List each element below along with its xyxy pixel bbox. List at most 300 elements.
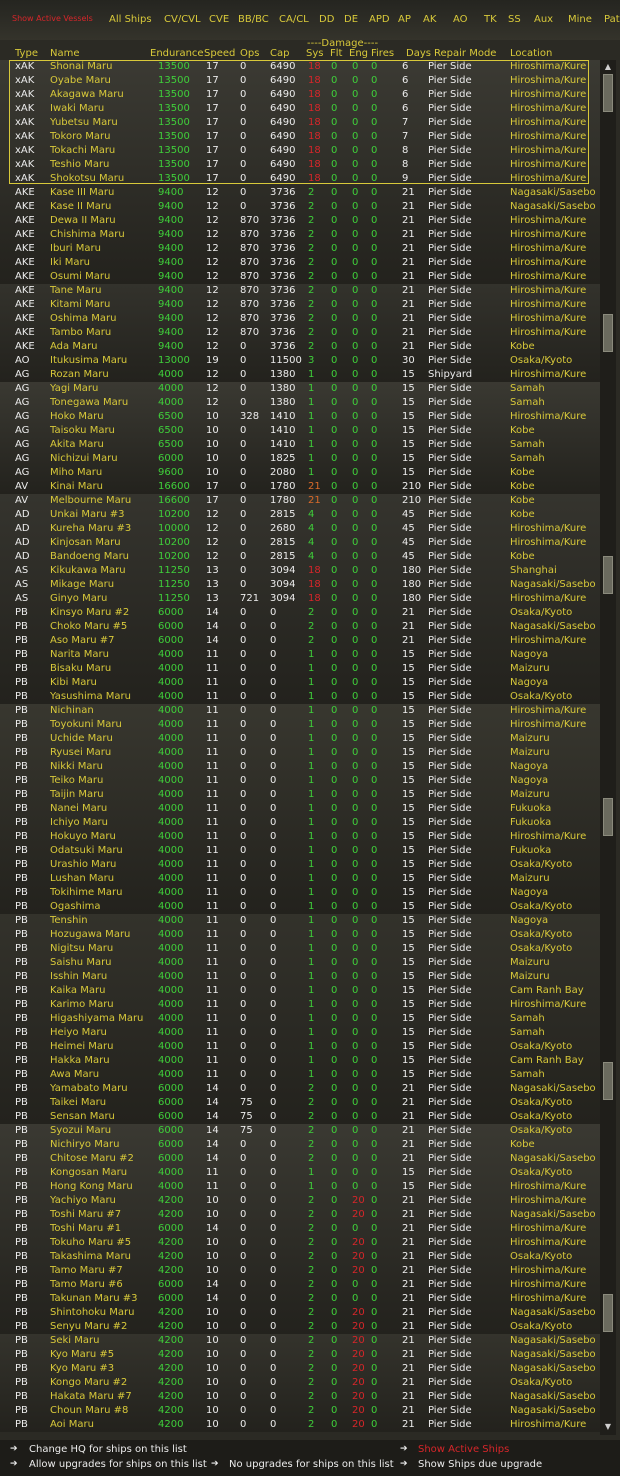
ship-name[interactable]: Seki Maru — [50, 1335, 100, 1346]
location: Hiroshima/Kure — [510, 1279, 587, 1290]
scroll-thumb[interactable] — [603, 314, 613, 352]
table-row[interactable] — [0, 186, 600, 200]
tab-apd[interactable]: APD — [369, 14, 390, 25]
table-row[interactable] — [0, 522, 600, 536]
table-row[interactable] — [0, 88, 600, 102]
list-scrollbar[interactable] — [600, 60, 616, 1435]
table-row[interactable] — [0, 1166, 600, 1180]
ship-name[interactable]: Melbourne Maru — [50, 495, 132, 506]
fires: 0 — [371, 1251, 378, 1262]
table-row[interactable] — [0, 746, 600, 760]
fires: 0 — [371, 1349, 378, 1360]
speed: 11 — [206, 803, 219, 814]
tab-bb-bc[interactable]: BB/BC — [238, 14, 269, 25]
fires: 0 — [371, 89, 378, 100]
ship-name[interactable]: Kaika Maru — [50, 985, 106, 996]
table-row[interactable] — [0, 340, 600, 354]
table-row[interactable] — [0, 1068, 600, 1082]
table-row[interactable] — [0, 270, 600, 284]
location: Cam Ranh Bay — [510, 1055, 584, 1066]
scroll-thumb[interactable] — [603, 1294, 613, 1332]
endurance: 4000 — [158, 761, 184, 772]
table-row[interactable] — [0, 1306, 600, 1320]
ship-name[interactable]: Itukusima Maru — [50, 355, 128, 366]
scroll-down-arrow-icon[interactable]: ▼ — [604, 1422, 612, 1431]
fires: 0 — [371, 215, 378, 226]
flt-damage: 0 — [331, 649, 338, 660]
ship-name[interactable]: Takunan Maru #3 — [50, 1293, 138, 1304]
ship-name[interactable]: Kibi Maru — [50, 677, 97, 688]
ship-name[interactable]: Yagi Maru — [50, 383, 99, 394]
tab-ca-cl[interactable]: CA/CL — [279, 14, 309, 25]
table-row[interactable] — [0, 704, 600, 718]
ship-name[interactable]: Ada Maru — [50, 341, 98, 352]
table-row[interactable] — [0, 1138, 600, 1152]
ship-name[interactable]: Hokuyo Maru — [50, 831, 116, 842]
table-row[interactable] — [0, 942, 600, 956]
table-row[interactable] — [0, 774, 600, 788]
ship-name[interactable]: Sensan Maru — [50, 1111, 115, 1122]
table-row[interactable] — [0, 1180, 600, 1194]
ship-name[interactable]: Kinjosan Maru — [50, 537, 121, 548]
tab-cve[interactable]: CVE — [209, 14, 230, 25]
col-type[interactable]: Type — [15, 48, 38, 59]
col-eng[interactable]: Eng — [349, 48, 369, 59]
ship-name[interactable]: Awa Maru — [50, 1069, 100, 1080]
table-row[interactable] — [0, 1292, 600, 1306]
sys-damage: 1 — [308, 691, 315, 702]
table-row[interactable] — [0, 550, 600, 564]
ship-name[interactable]: Narita Maru — [50, 649, 109, 660]
ship-name[interactable]: Kinsyo Maru #2 — [50, 607, 130, 618]
ship-name[interactable]: Tane Maru — [50, 285, 102, 296]
ship-name[interactable]: Kyo Maru #5 — [50, 1349, 115, 1360]
ops: 0 — [240, 355, 247, 366]
speed: 10 — [206, 411, 219, 422]
table-row[interactable] — [0, 102, 600, 116]
repair-days: 15 — [402, 411, 415, 422]
table-row[interactable] — [0, 1124, 600, 1138]
table-row[interactable] — [0, 284, 600, 298]
ship-name[interactable]: Toshi Maru #7 — [50, 1209, 122, 1220]
ship-name[interactable]: Iki Maru — [50, 257, 90, 268]
ship-name[interactable]: Choko Maru #5 — [50, 621, 128, 632]
col-name[interactable]: Name — [50, 48, 80, 59]
table-row[interactable] — [0, 914, 600, 928]
repair-days: 15 — [402, 467, 415, 478]
table-row[interactable] — [0, 368, 600, 382]
ship-name[interactable]: Nanei Maru — [50, 803, 108, 814]
table-row[interactable] — [0, 508, 600, 522]
ship-name[interactable]: Tokoro Maru — [50, 131, 111, 142]
ship-name[interactable]: Nigitsu Maru — [50, 943, 114, 954]
table-row[interactable] — [0, 606, 600, 620]
ship-name[interactable]: Isshin Maru — [50, 971, 108, 982]
ship-name[interactable]: Tamo Maru #7 — [50, 1265, 123, 1276]
repair-days: 15 — [402, 1167, 415, 1178]
table-row[interactable] — [0, 480, 600, 494]
ship-name[interactable]: Rozan Maru — [50, 369, 109, 380]
ship-name[interactable]: Bandoeng Maru — [50, 551, 130, 562]
ship-name[interactable]: Ryusei Maru — [50, 747, 112, 758]
ship-name[interactable]: Dewa II Maru — [50, 215, 116, 226]
table-row[interactable] — [0, 438, 600, 452]
ops: 870 — [240, 243, 260, 254]
table-row[interactable] — [0, 396, 600, 410]
ship-name[interactable]: Taikei Maru — [50, 1097, 107, 1108]
ship-name[interactable]: Urashio Maru — [50, 859, 117, 870]
table-row[interactable] — [0, 718, 600, 732]
table-row[interactable] — [0, 1236, 600, 1250]
table-row[interactable] — [0, 1194, 600, 1208]
col-repair-mode[interactable]: Repair Mode — [434, 48, 497, 59]
ship-name[interactable]: Taijin Maru — [50, 789, 104, 800]
endurance: 9400 — [158, 201, 184, 212]
ship-name[interactable]: Yamabato Maru — [50, 1083, 128, 1094]
table-row[interactable] — [0, 1264, 600, 1278]
table-row[interactable] — [0, 172, 600, 186]
table-row[interactable] — [0, 1222, 600, 1236]
table-row[interactable] — [0, 466, 600, 480]
table-row[interactable] — [0, 802, 600, 816]
ship-name[interactable]: Hoko Maru — [50, 411, 104, 422]
table-row[interactable] — [0, 354, 600, 368]
scroll-thumb[interactable] — [603, 798, 613, 836]
repair-days: 15 — [402, 663, 415, 674]
table-row[interactable] — [0, 410, 600, 424]
eng-damage: 0 — [352, 775, 359, 786]
table-row[interactable] — [0, 1026, 600, 1040]
table-row[interactable] — [0, 116, 600, 130]
ship-name[interactable]: Nichizui Maru — [50, 453, 118, 464]
table-row[interactable] — [0, 872, 600, 886]
ship-name[interactable]: Hakata Maru #7 — [50, 1391, 132, 1402]
tab-ss[interactable]: SS — [508, 14, 521, 25]
table-row[interactable] — [0, 382, 600, 396]
ship-name[interactable]: Senyu Maru #2 — [50, 1321, 128, 1332]
table-row[interactable] — [0, 74, 600, 88]
eng-damage: 0 — [352, 383, 359, 394]
fires: 0 — [371, 663, 378, 674]
allow-upgrades-button[interactable]: Allow upgrades for ships on this list — [29, 1459, 207, 1470]
scroll-thumb[interactable] — [603, 556, 613, 594]
tab-all-ships[interactable]: All Ships — [109, 14, 152, 25]
table-row[interactable] — [0, 312, 600, 326]
show-active-ships-button[interactable]: Show Active Ships — [418, 1444, 510, 1455]
table-row[interactable] — [0, 676, 600, 690]
ops: 0 — [240, 425, 247, 436]
ship-name[interactable]: Taisoku Maru — [50, 425, 115, 436]
ship-name[interactable]: Aso Maru #7 — [50, 635, 115, 646]
table-row[interactable] — [0, 1054, 600, 1068]
table-row[interactable] — [0, 956, 600, 970]
table-row[interactable] — [0, 760, 600, 774]
capacity: 1780 — [270, 481, 296, 492]
ship-name[interactable]: Choun Maru #8 — [50, 1405, 129, 1416]
ship-name[interactable]: Teshio Maru — [50, 159, 110, 170]
table-row[interactable] — [0, 214, 600, 228]
table-row[interactable] — [0, 970, 600, 984]
table-row[interactable] — [0, 788, 600, 802]
no-upgrades-button[interactable]: No upgrades for ships on this list — [229, 1459, 394, 1470]
table-row[interactable] — [0, 256, 600, 270]
ship-name[interactable]: Kitami Maru — [50, 299, 111, 310]
eng-damage: 0 — [352, 453, 359, 464]
ship-name[interactable]: Tambo Maru — [50, 327, 112, 338]
ship-name[interactable]: Hozugawa Maru — [50, 929, 131, 940]
ship-name[interactable]: Iburi Maru — [50, 243, 101, 254]
ship-name[interactable]: Nikki Maru — [50, 761, 104, 772]
ship-name[interactable]: Uchide Maru — [50, 733, 113, 744]
table-row[interactable] — [0, 928, 600, 942]
arrow-right-icon: ➔ — [400, 1444, 408, 1454]
col-speed[interactable]: Speed — [204, 48, 236, 59]
col-ops[interactable]: Ops — [240, 48, 260, 59]
ship-name[interactable]: Toshi Maru #1 — [50, 1223, 122, 1234]
table-row[interactable] — [0, 424, 600, 438]
table-row[interactable] — [0, 326, 600, 340]
table-row[interactable] — [0, 858, 600, 872]
tab-cv-cvl[interactable]: CV/CVL — [164, 14, 201, 25]
ship-name[interactable]: Akita Maru — [50, 439, 104, 450]
table-row[interactable] — [0, 830, 600, 844]
ship-name[interactable]: Tamo Maru #6 — [50, 1279, 123, 1290]
ship-name[interactable]: Saishu Maru — [50, 957, 112, 968]
table-row[interactable] — [0, 662, 600, 676]
table-row[interactable] — [0, 536, 600, 550]
repair-mode: Pier Side — [428, 1349, 472, 1360]
ship-name[interactable]: Yasushima Maru — [50, 691, 131, 702]
table-row[interactable] — [0, 60, 600, 74]
tab-ao[interactable]: AO — [453, 14, 468, 25]
capacity: 0 — [270, 649, 277, 660]
table-row[interactable] — [0, 1040, 600, 1054]
capacity: 0 — [270, 1125, 277, 1136]
ship-name[interactable]: Heimei Maru — [50, 1041, 114, 1052]
ship-name[interactable]: Oshima Maru — [50, 313, 117, 324]
sys-damage: 2 — [308, 299, 315, 310]
ship-name[interactable]: Kongosan Maru — [50, 1167, 128, 1178]
tab-show-active-vessels[interactable]: Show Active Vessels — [12, 14, 93, 23]
table-row[interactable] — [0, 130, 600, 144]
ship-name[interactable]: Yubetsu Maru — [50, 117, 118, 128]
scroll-up-arrow-icon[interactable]: ▲ — [604, 62, 612, 71]
ship-name[interactable]: Akagawa Maru — [50, 89, 124, 100]
ship-name[interactable]: Oyabe Maru — [50, 75, 111, 86]
table-row[interactable] — [0, 578, 600, 592]
table-row[interactable] — [0, 144, 600, 158]
table-row[interactable] — [0, 228, 600, 242]
ship-name[interactable]: Tonegawa Maru — [50, 397, 129, 408]
table-row[interactable] — [0, 1362, 600, 1376]
ship-name[interactable]: Higashiyama Maru — [50, 1013, 144, 1024]
table-row[interactable] — [0, 634, 600, 648]
capacity: 0 — [270, 803, 277, 814]
table-row[interactable] — [0, 1110, 600, 1124]
col-cap[interactable]: Cap — [270, 48, 290, 59]
table-row[interactable] — [0, 200, 600, 214]
col-location[interactable]: Location — [510, 48, 553, 59]
ship-type: AG — [15, 439, 30, 450]
ship-name[interactable]: Kase II Maru — [50, 201, 112, 212]
table-row[interactable] — [0, 494, 600, 508]
ship-name[interactable]: Teiko Maru — [50, 775, 104, 786]
ops: 0 — [240, 173, 247, 184]
table-row[interactable] — [0, 1152, 600, 1166]
ship-name[interactable]: Tokuho Maru #5 — [50, 1237, 132, 1248]
flt-damage: 0 — [331, 411, 338, 422]
ship-name[interactable]: Toyokuni Maru — [50, 719, 122, 730]
ship-name[interactable]: Tokihime Maru — [50, 887, 123, 898]
table-row[interactable] — [0, 1404, 600, 1418]
scroll-thumb[interactable] — [603, 1062, 613, 1100]
table-row[interactable] — [0, 886, 600, 900]
table-row[interactable] — [0, 690, 600, 704]
ship-type: PB — [15, 999, 28, 1010]
flt-damage: 0 — [331, 271, 338, 282]
tab-de[interactable]: DE — [344, 14, 359, 25]
table-row[interactable] — [0, 1278, 600, 1292]
scroll-thumb[interactable] — [603, 74, 613, 112]
ship-name[interactable]: Hong Kong Maru — [50, 1181, 133, 1192]
table-row[interactable] — [0, 452, 600, 466]
show-due-upgrade-button[interactable]: Show Ships due upgrade — [418, 1459, 543, 1470]
ship-name[interactable]: Heiyo Maru — [50, 1027, 107, 1038]
table-row[interactable] — [0, 564, 600, 578]
fires: 0 — [371, 1139, 378, 1150]
ship-name[interactable]: Aoi Maru — [50, 1419, 94, 1430]
ship-name[interactable]: Odatsuki Maru — [50, 845, 123, 856]
ship-name[interactable]: Kikukawa Maru — [50, 565, 126, 576]
ship-name[interactable]: Tenshin — [50, 915, 88, 926]
repair-days: 15 — [402, 803, 415, 814]
ship-name[interactable]: Kureha Maru #3 — [50, 523, 132, 534]
table-row[interactable] — [0, 1348, 600, 1362]
ship-name[interactable]: Kase III Maru — [50, 187, 115, 198]
col-days[interactable]: Days — [406, 48, 431, 59]
ship-name[interactable]: Nichiryo Maru — [50, 1139, 120, 1150]
table-row[interactable] — [0, 1096, 600, 1110]
capacity: 0 — [270, 1111, 277, 1122]
endurance: 11250 — [158, 579, 190, 590]
repair-days: 21 — [402, 299, 415, 310]
col-flt[interactable]: Flt — [330, 48, 343, 59]
fires: 0 — [371, 1335, 378, 1346]
ops: 0 — [240, 1139, 247, 1150]
ship-type: AKE — [15, 215, 35, 226]
table-row[interactable] — [0, 242, 600, 256]
repair-mode: Pier Side — [428, 481, 472, 492]
table-row[interactable] — [0, 732, 600, 746]
table-row[interactable] — [0, 1376, 600, 1390]
ship-name[interactable]: Kyo Maru #3 — [50, 1363, 115, 1374]
sys-damage: 1 — [308, 649, 315, 660]
sys-damage: 2 — [308, 1195, 315, 1206]
ship-name[interactable]: Shintohoku Maru — [50, 1307, 135, 1318]
table-row[interactable] — [0, 1390, 600, 1404]
fires: 0 — [371, 1181, 378, 1192]
ship-name[interactable]: Kinai Maru — [50, 481, 103, 492]
ship-name[interactable]: Chishima Maru — [50, 229, 125, 240]
repair-days: 15 — [402, 453, 415, 464]
table-row[interactable] — [0, 298, 600, 312]
table-row[interactable] — [0, 1082, 600, 1096]
ship-name[interactable]: Nichinan — [50, 705, 94, 716]
col-sys[interactable]: Sys — [306, 48, 324, 59]
table-row[interactable] — [0, 592, 600, 606]
capacity: 0 — [270, 1377, 277, 1388]
tab-aux[interactable]: Aux — [534, 14, 554, 25]
tab-ak[interactable]: AK — [423, 14, 437, 25]
table-row[interactable] — [0, 1418, 600, 1432]
ship-name[interactable]: Shonai Maru — [50, 61, 113, 72]
col-endurance[interactable]: Endurance — [150, 48, 204, 59]
table-row[interactable] — [0, 648, 600, 662]
tab-dd[interactable]: DD — [319, 14, 335, 25]
ship-name[interactable]: Syozui Maru — [50, 1125, 112, 1136]
capacity: 0 — [270, 761, 277, 772]
ship-name[interactable]: Ichiyo Maru — [50, 817, 108, 828]
speed: 11 — [206, 1041, 219, 1052]
ship-name[interactable]: Unkai Maru #3 — [50, 509, 125, 520]
ship-name[interactable]: Lushan Maru — [50, 873, 115, 884]
col-fires[interactable]: Fires — [371, 48, 395, 59]
ops: 0 — [240, 159, 247, 170]
ship-name[interactable]: Kongo Maru #2 — [50, 1377, 128, 1388]
ship-name[interactable]: Ogashima — [50, 901, 101, 912]
table-row[interactable] — [0, 844, 600, 858]
ship-name[interactable]: Osumi Maru — [50, 271, 111, 282]
table-row[interactable] — [0, 984, 600, 998]
ship-name[interactable]: Ginyo Maru — [50, 593, 108, 604]
ship-name[interactable]: Bisaku Maru — [50, 663, 112, 674]
tab-pat[interactable]: Pat — [604, 14, 620, 25]
tab-mine[interactable]: Mine — [568, 14, 592, 25]
ship-name[interactable]: Hakka Maru — [50, 1055, 110, 1066]
table-row[interactable] — [0, 158, 600, 172]
fires: 0 — [371, 565, 378, 576]
ops: 0 — [240, 803, 247, 814]
ship-name[interactable]: Karimo Maru — [50, 999, 114, 1010]
ship-name[interactable]: Iwaki Maru — [50, 103, 105, 114]
speed: 11 — [206, 705, 219, 716]
table-row[interactable] — [0, 620, 600, 634]
table-row[interactable] — [0, 816, 600, 830]
ship-name[interactable]: Chitose Maru #2 — [50, 1153, 134, 1164]
change-hq-button[interactable]: Change HQ for ships on this list — [29, 1444, 187, 1455]
table-row[interactable] — [0, 1320, 600, 1334]
table-row[interactable] — [0, 1334, 600, 1348]
tab-ap[interactable]: AP — [398, 14, 411, 25]
capacity: 0 — [270, 1321, 277, 1332]
ship-name[interactable]: Mikage Maru — [50, 579, 115, 590]
ship-name[interactable]: Tokachi Maru — [50, 145, 116, 156]
tab-tk[interactable]: TK — [484, 14, 497, 25]
ship-name[interactable]: Yachiyo Maru — [50, 1195, 116, 1206]
endurance: 13500 — [158, 103, 190, 114]
endurance: 4200 — [158, 1349, 184, 1360]
table-row[interactable] — [0, 1012, 600, 1026]
capacity: 0 — [270, 607, 277, 618]
table-row[interactable] — [0, 998, 600, 1012]
ship-name[interactable]: Shokotsu Maru — [50, 173, 125, 184]
ship-name[interactable]: Takashima Maru — [50, 1251, 131, 1262]
table-row[interactable] — [0, 1250, 600, 1264]
table-row[interactable] — [0, 1208, 600, 1222]
endurance: 4000 — [158, 789, 184, 800]
ship-name[interactable]: Miho Maru — [50, 467, 103, 478]
table-row[interactable] — [0, 900, 600, 914]
